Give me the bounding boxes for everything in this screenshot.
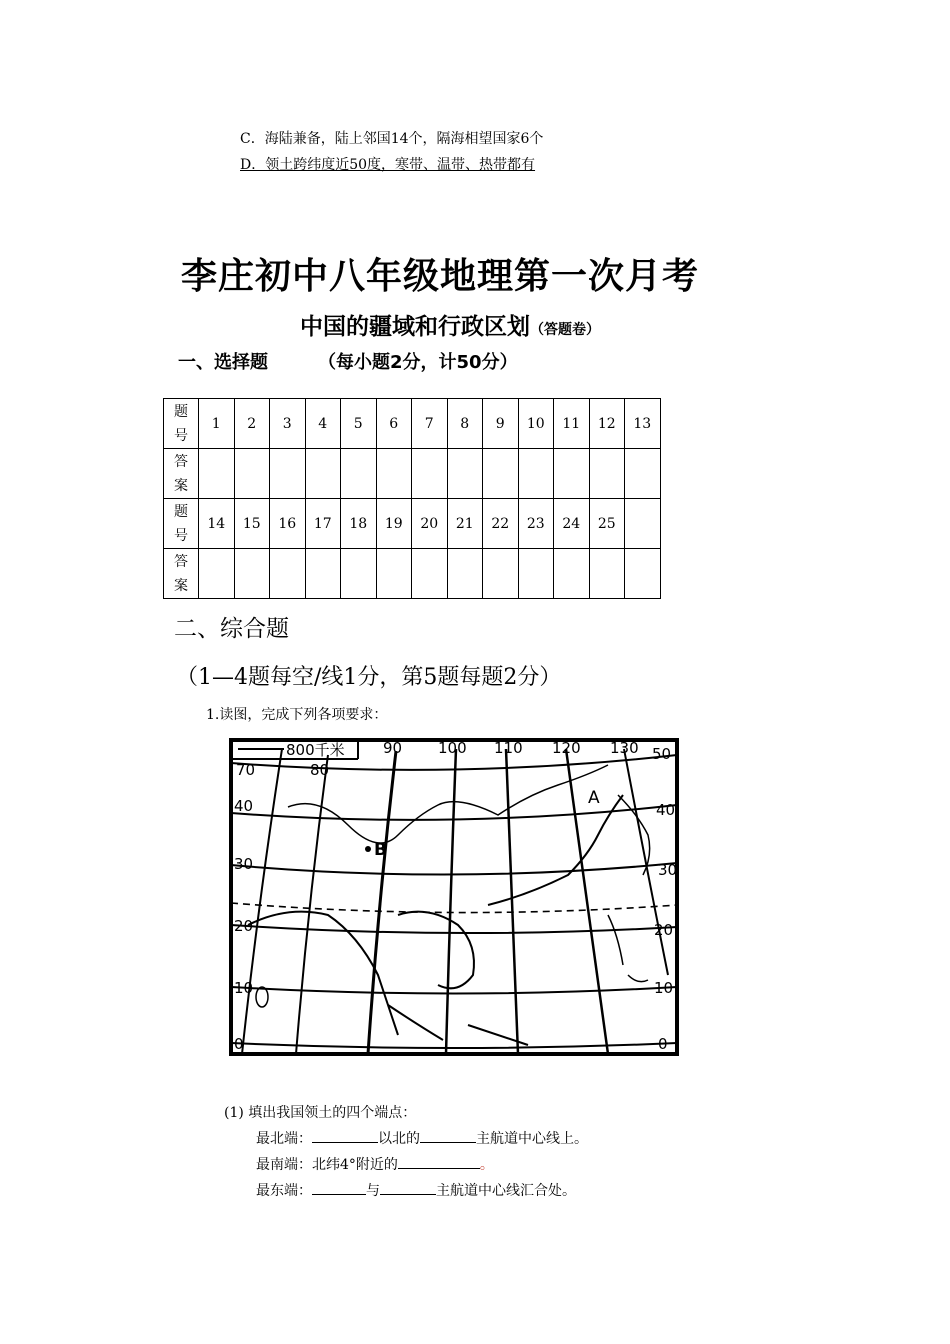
question-number: 6: [376, 399, 412, 449]
map-mark-a: A: [588, 788, 600, 808]
answer-cell[interactable]: [199, 449, 235, 499]
question-number: 4: [305, 399, 341, 449]
lat-label: 0: [658, 1035, 668, 1053]
blank-field[interactable]: [398, 1154, 480, 1169]
question-number: 2: [234, 399, 270, 449]
answer-line-south: [256, 1154, 494, 1174]
lat-label: 20: [654, 921, 674, 939]
lon-label: 110: [494, 739, 523, 757]
answer-line-north: [256, 1128, 588, 1148]
north-text-a: 最北端：: [256, 1131, 312, 1147]
header-char: 题: [174, 503, 188, 520]
page-subtitle: [0, 308, 900, 341]
east-text-b: 与: [366, 1183, 380, 1199]
row-header-answer: [164, 549, 199, 599]
question-number: 18: [341, 499, 377, 549]
question-number: 11: [554, 399, 590, 449]
question-number: 13: [625, 399, 661, 449]
question-number: 15: [234, 499, 270, 549]
asia-map: [228, 735, 680, 1059]
answer-cell[interactable]: [518, 549, 554, 599]
answer-cell[interactable]: [625, 549, 661, 599]
sub-question-1: (1) 填出我国领土的四个端点：: [224, 1105, 417, 1121]
blank-field[interactable]: [380, 1180, 436, 1195]
south-text-b: 。: [479, 1157, 494, 1173]
map-scale-label: 800千米: [286, 741, 345, 759]
lat-label: 0: [234, 1035, 244, 1053]
blank-field[interactable]: [312, 1180, 366, 1195]
answer-cell[interactable]: [341, 549, 377, 599]
north-text-c: 主航道中心线上。: [476, 1131, 588, 1147]
answer-cell[interactable]: [412, 549, 448, 599]
answer-cell[interactable]: [234, 549, 270, 599]
map-mark-b: B: [374, 840, 387, 860]
question-number: 8: [447, 399, 483, 449]
map-point-b: [365, 846, 371, 852]
answer-cell[interactable]: [305, 449, 341, 499]
row-header-question: [164, 399, 199, 449]
lat-label: 50: [652, 745, 672, 763]
header-char: 案: [174, 477, 188, 494]
question-number: 7: [412, 399, 448, 449]
answer-cell[interactable]: [270, 449, 306, 499]
lat-label: 40: [234, 797, 254, 815]
header-char: 号: [174, 527, 188, 544]
answer-line-east: [256, 1180, 576, 1200]
lat-label: 30: [234, 855, 254, 873]
section-1-points: （每小题2分，计50分）: [318, 352, 518, 373]
answer-cell[interactable]: [518, 449, 554, 499]
question-number: 22: [483, 499, 519, 549]
east-text-c: 主航道中心线汇合处。: [436, 1183, 576, 1199]
question-1-prompt: 1.读图，完成下列各项要求：: [206, 707, 388, 723]
section-1-label: 一、选择题: [178, 352, 268, 373]
answer-cell[interactable]: [234, 449, 270, 499]
answer-cell[interactable]: [305, 549, 341, 599]
question-number: 20: [412, 499, 448, 549]
question-number: 21: [447, 499, 483, 549]
lon-label: 100: [438, 739, 467, 757]
question-number: 1: [199, 399, 235, 449]
answer-cell[interactable]: [270, 549, 306, 599]
blank-field[interactable]: [420, 1128, 476, 1143]
lon-label: 120: [552, 739, 581, 757]
section-2-note: （1—4题每空/线1分，第5题每题2分）: [176, 665, 562, 690]
east-text-a: 最东端：: [256, 1183, 312, 1199]
blank-field[interactable]: [312, 1128, 378, 1143]
lat-label: 10: [234, 979, 254, 997]
answer-cell[interactable]: [341, 449, 377, 499]
question-number: 3: [270, 399, 306, 449]
header-char: 题: [174, 403, 188, 420]
answer-table: [163, 398, 661, 599]
table-row: [164, 449, 661, 499]
answer-cell[interactable]: [447, 449, 483, 499]
subtitle-main: 中国的疆域和行政区划: [300, 314, 530, 340]
page-title: 李庄初中八年级地理第一次月考: [180, 256, 699, 297]
subtitle-tag: （答题卷）: [530, 322, 600, 338]
table-row: [164, 399, 661, 449]
section-2-label: 二、综合题: [174, 616, 289, 642]
answer-cell[interactable]: [483, 449, 519, 499]
question-number: 5: [341, 399, 377, 449]
answer-cell[interactable]: [447, 549, 483, 599]
lat-label: 40: [656, 801, 676, 819]
lon-label: 70: [236, 761, 256, 779]
answer-cell[interactable]: [554, 449, 590, 499]
row-header-answer: [164, 449, 199, 499]
question-number: 14: [199, 499, 235, 549]
question-number: [625, 499, 661, 549]
lat-label: 30: [658, 861, 678, 879]
question-number: 17: [305, 499, 341, 549]
option-d: D．领土跨纬度近50度，寒带、温带、热带都有: [240, 157, 536, 173]
header-char: 号: [174, 427, 188, 444]
header-char: 答: [174, 553, 188, 570]
lat-label: 10: [654, 979, 674, 997]
answer-cell[interactable]: [589, 449, 625, 499]
answer-cell[interactable]: [376, 449, 412, 499]
question-number: 12: [589, 399, 625, 449]
question-number: 10: [518, 399, 554, 449]
question-number: 23: [518, 499, 554, 549]
header-char: 答: [174, 453, 188, 470]
answer-cell[interactable]: [483, 549, 519, 599]
question-number: 16: [270, 499, 306, 549]
question-number: 25: [589, 499, 625, 549]
option-c: C．海陆兼备，陆上邻国14个，隔海相望国家6个: [240, 131, 544, 147]
answer-cell[interactable]: [376, 549, 412, 599]
header-char: 案: [174, 577, 188, 594]
table-row: [164, 549, 661, 599]
section-1-heading: [178, 348, 518, 374]
answer-cell[interactable]: [412, 449, 448, 499]
lon-label: 80: [310, 761, 330, 779]
north-text-b: 以北的: [378, 1131, 420, 1147]
lon-label: 90: [383, 739, 403, 757]
question-number: 19: [376, 499, 412, 549]
lon-label: 130: [610, 739, 639, 757]
question-number: 24: [554, 499, 590, 549]
lat-label: 20: [234, 917, 254, 935]
question-number: 9: [483, 399, 519, 449]
answer-cell[interactable]: [554, 549, 590, 599]
answer-cell[interactable]: [625, 449, 661, 499]
table-row: [164, 499, 661, 549]
answer-cell[interactable]: [589, 549, 625, 599]
answer-cell[interactable]: [199, 549, 235, 599]
south-text-a: 最南端：北纬4°附近的: [256, 1157, 398, 1173]
row-header-question: [164, 499, 199, 549]
